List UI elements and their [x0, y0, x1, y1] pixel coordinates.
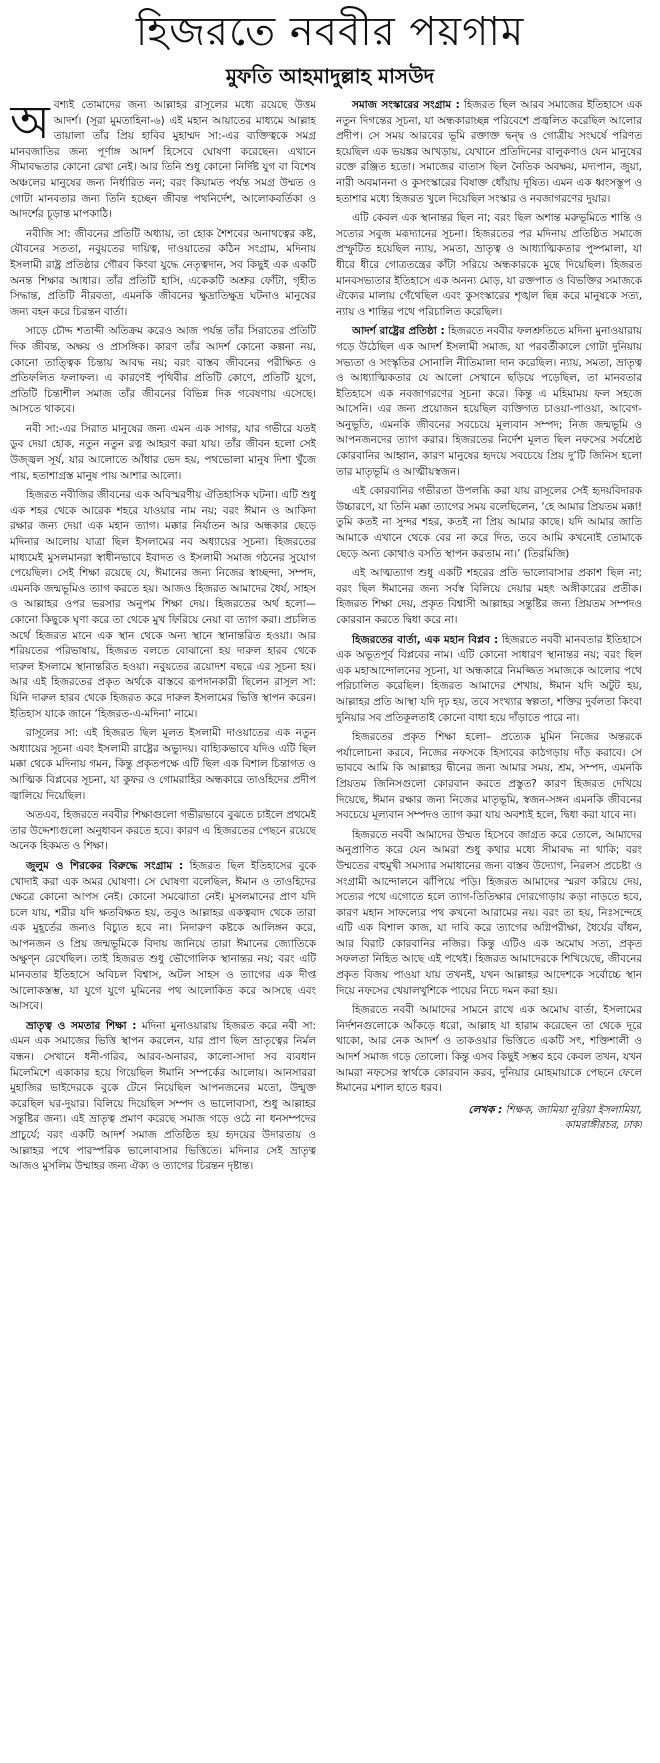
paragraph-text: বশ্যই তোমাদের জন্য আল্লাহর রাসূলের মধ্যে রয়েছে উত্তম আদর্শ। (সূরা মুমতাহিনা-৬) এই মহান আয়াতের মাধ্যমে আল্লাহ তায়ালা তাঁর প্রিয় হাবিব মুহাম্মদ সা:-এর ব্যক্তিত্বকে সমগ্র মানবজাতির জন্য পূর্ণাঙ্গ আদর্শ হিসেবে ঘোষণা করেছেন। এখানে সীমাবদ্ধতার কোনো রেখা নেই। আর তিনি শুধু কোনো নির্দিষ্ট যুগ বা বিশেষ অঞ্চলের মানুষের জন্য নির্ধারিত নন; বরং কিয়ামত পর্যন্ত সমগ্র উম্মত ও গোটা মানবতার জন্য তিনি হচ্ছেন জীবন্ত পথনির্দেশ, আলোকবর্তিকা ও আদর্শের চূড়ান্ত মাপকাঠি।	[10, 99, 316, 221]
section-heading: জুলুম ও শিরকের বিরুদ্ধে সংগ্রাম :	[26, 859, 184, 872]
right-column	[336, 98, 642, 1758]
paragraph: হিজরতে নববী আমাদের উম্মত হিসেবে জাগ্রত করে তোলে, আমাদের অনুপ্রাণিত করে যেন আমরা শুধু কথার মধ্যে সীমাবদ্ধ না থাকি; বরং উম্মতের বহুমুখী সমস্যার সমাধানের জন্য বাস্তব উদ্যোগ, নিরলস প্রচেষ্টা ও সংগ্রামী আন্দোলনে ঝাঁপিয়ে পড়ি। হিজরত আমাদের স্মরণ করিয়ে দেয়, সত্যের পথে এগোতে হলে ত্যাগ-তিতিক্ষার দোরগোড়ায় কড়া নাড়তে হবে, কারণ মহান সাফল্যের পথ কখনো আরামের নয়। বরং তা হয়, নিঃসন্দেহে এটি এক বিশাল কাজ, যা দাবি করে ত্যাগের অগ্নিপরীক্ষা, ধৈর্যের বাঁধন, আর বিরাট কোরবানির নজির। কিন্তু এটিও এক অমোঘ সত্য, প্রকৃত সফলতা নিহিত আছে এই পথেই। হিজরত আমাদেরকে শিখিয়েছে, জীবনের প্রকৃত বিজয় পাওয়া যায় তখনই, যখন আল্লাহর আদেশকে সর্বোচ্চে স্থান দিয়ে নফসের খেয়ালখুশিকে পায়ের নিচে দমন করা হয়।	[336, 828, 642, 997]
paragraph: সাড়ে চৌদ্দ শতাব্দী অতিক্রম করেও আজ পর্যন্ত তাঁর সিরাতের প্রতিটি দিক জীবন্ত, অক্ষয় ও প্রাসঙ্গিক। কারণ তাঁর আদর্শ কোনো কল্পনা নয়, কোনো তাত্ত্বিক চিন্তায় আবদ্ধ নয়; বরং বাস্তব জীবনের পরীক্ষিত ও প্রতিফলিত ফলাফল। এ কারণেই পৃথিবীর প্রতিটি কোণে, প্রতিটি যুগে, প্রতিটি চিন্তাশীল সমাজ তাঁর জীবনের বিভিন্ন দিক গবেষণায় এসেছে। আসতে থাকবে।	[10, 325, 316, 416]
section-heading: আদর্শ রাষ্ট্রের প্রতিষ্ঠা :	[352, 325, 445, 338]
paragraph: নবীজি সা: জীবনের প্রতিটি অধ্যায়, তা হোক শৈশবের অনাথত্বের কষ্ট, যৌবনের সততা, নবুয়তের দায়িত্ব, দাওয়াতের কঠিন সংগ্রাম, মদিনায় ইসলামী রাষ্ট্র প্রতিষ্ঠার গৌরব কিংবা যুদ্ধে নেতৃত্বদান, সব কিছুই এক একটি অনন্ত শিক্ষার আধার। তাঁর প্রতিটি হাসি, একেকটি অশ্রুর ফোঁটা, গৃহীত সিদ্ধান্ত, প্রতিটি নীরবতা, এমনকি জীবনের ক্ষুদ্রাতিক্ষুদ্র ঘটনাও মানুষের জন্য বহন করে চিরন্তন বার্তা।	[10, 227, 316, 318]
paragraph: নবী সা:-এর সিরাত মানুষের জন্য এমন এক সাগর, যার গভীরে যতই ডুব দেয়া হোক, নতুন নতুন রত্ন আহরণ করা যায়। তাঁর জীবন হলো সেই উজ্জ্বল সূর্য, যার আলোতে আঁধার ভেদ হয়, পথভোলা মানুষ দিশা খুঁজে পায়, হতাশাগ্রস্ত মানুষ পায় আশার আলো।	[10, 422, 316, 482]
drop-cap: অ	[10, 98, 50, 149]
paragraph	[336, 633, 642, 727]
paragraph	[336, 98, 642, 207]
article-author: মুফতি আহমাদুল্লাহ মাসউদ	[225, 64, 435, 88]
paragraph: এই আত্মত্যাগ শুধু একটি শহরের প্রতি ভালোবাসার প্রকাশ ছিল না; বরং ছিল ঈমানের জন্য সর্বস্ব বিলিয়ে দেয়ার মহৎ অঙ্গীকারের প্রতীক। হিজরত শিক্ষা দেয়, প্রকৃত বিশ্বাসী আল্লাহর সন্তুষ্টির জন্য প্রিয়তম সম্পদও কোরবান করতে দ্বিধা করে না।	[336, 567, 642, 626]
paragraph	[10, 98, 316, 223]
paragraph: হিজরতে নববী আমাদের সামনে রাখে এক অমোঘ বার্তা, ইসলামের নির্দশনগুলোকে আঁকড়ে ধরো, আল্লাহ যা হারাম করেছেন তা থেকে দূরে থাকো, আর নেক আদর্শ ও তাকওয়ার ভিত্তিতে একটি সৎ, শক্তিশালী ও আদর্শ সমাজ গড়ে তোলো। কিন্তু এসব কিছুই সম্ভব হবে কেবল তখন, যখন আমরা নফসের স্বার্থকে কোরবান করব, দুনিয়ার মোহমায়াকে পেছনে ফেলে ঈমানের মশাল হাতে ধরব।	[336, 1004, 642, 1095]
paragraph-text: হিজরত ছিল আরব সমাজের ইতিহাসে এক নতুন দিগন্তের সূচনা, যা অন্ধকারাচ্ছন্ন পরিবেশে প্রজ্বলিত করেছিল আলোর প্রদীপ। সে সময় আরবের ভূমি রক্তাক্ত দ্বন্দ্ব ও গোত্রীয় সংঘর্ষে পরিণত হয়েছিল এক ভয়ঙ্কর আখড়ায়, যেখানে প্রতিদিনের বালুকণাও যেন মানুষের রক্তে রঞ্জিত হতো। সমাজের বাতাস ছিল নৈতিক অবক্ষয়, মদ্যপান, জুয়া, নারী অবমাননা ও কুসংস্কারের বিষাক্ত ধোঁয়ায় দূষিত। এমন এক ধ্বংসস্তূপ ও হতাশার মধ্যে হিজরত খুলে দিয়েছিল সংস্কার ও নবজাগরণের দুয়ার।	[336, 99, 642, 205]
paragraph	[10, 1019, 316, 1175]
paragraph-text: হিজরতে নববীর ফলশ্রুতিতে মদিনা মুনাওয়ারায় গড়ে উঠেছিল এক আদর্শ ইসলামী সমাজ, যা পরবর্তীকালে গোটা দুনিয়ায় সভ্যতা ও সংস্কৃতির সোনালি নীতিমালা দান করেছিল। ন্যায়, সমতা, ভ্রাতৃত্ব ও আধ্যাত্মিকতার যে আলো সেখানে ছড়িয়ে পড়েছিল, তা মানবতার ইতিহাসে এক নবজাগরণের সূচনা করে। কিন্তু এ মহিমাময় ফল সহজে আসেনি। এর জন্য প্রয়োজন হয়েছিল ব্যক্তিগত চাওয়া-পাওয়া, আবেগ-অনুভূতি, এমনকি জীবনের সবচেয়ে মূল্যবান সম্পদ; নিজ জন্মভূমি ও আপনজনদের ত্যাগ করার। হিজরতের নির্দেশ মূলত ছিল নফসের সর্বশ্রেষ্ঠ কোরবানির আহ্বান, কারণ মানুষের হৃদয়ে সবচেয়ে প্রিয় দু’টি জিনিস হলো তার মাতৃভূমি ও আত্মীয়স্বজন।	[336, 325, 642, 478]
paragraph: এটি কেবল এক স্থানান্তর ছিল না; বরং ছিল অশান্ত মরুভূমিতে শান্তি ও সত্যের সবুজ মরূদ্যানের সূচনা। হিজরতের পর মদিনায় প্রতিষ্ঠিত সমাজে প্রস্ফুটিত হয়েছিল ন্যায়, সমতা, ভ্রাতৃত্ব ও আধ্যাত্মিকতার পুষ্পমালা, যা ধীরে ধীরে গোত্রতন্ত্রের কাঁটা সরিয়ে অন্ধকারকে মুছে দিয়েছিল। হিজরত মানবসভ্যতার ইতিহাসে এক অনন্য মোড়, যা রক্তপাত ও বিভক্তির সমাজকে ঐক্যের মালায় গেঁথেছিল এবং কুসংস্কারের শৃঙ্খল ছিন্ন করে মানুষকে সত্য, ন্যায় ও শান্তির পথে পরিচালিত করেছিল।	[336, 212, 642, 318]
paragraph-text: মদিনা মুনাওয়ারায় হিজরত করে নবী সা: এমন এক সমাজের ভিত্তি স্থাপন করলেন, যার প্রাণ ছিল ভ্রাতৃত্বের নির্মল বন্ধন। সেখানে ধনী-গরিব, আরব-অনারব, কালো-সাদা সব ব্যবধান মিলেমিশে একাকার হয়ে গিয়েছিল ঈমানি সম্পর্কের আলোয়। আনসাররা মুহাজির ভাইদেরকে বুকে টেনে নিয়েছিল আপনজনের মতো, উন্মুক্ত করেছিল ঘর-দুয়ার। বিলিয়ে দিয়েছিল সম্পদ ও ভালোবাসা, শুধু আল্লাহর সন্তুষ্টির জন্য। এই ভ্রাতৃত্ব প্রমাণ করেছে সমাজ গড়ে ওঠে না ধনসম্পদের প্রাচুর্যে; বরং একটি আদর্শ সমাজ প্রতিষ্ঠিত হয় হৃদয়ের উদারতায় ও আল্লাহর পথে পারস্পরিক ভালোবাসার ভিত্তিতে। মদিনার সেই ভ্রাতৃত্ব আজও মুসলিম উম্মাহর জন্য ঐক্য ও ত্যাগের চিরন্তন দৃষ্টান্ত।	[10, 1019, 316, 1173]
paragraph	[336, 324, 642, 480]
byline-label: লেখক :	[468, 1103, 503, 1116]
paragraph: হিজরতের প্রকৃত শিক্ষা হলো– প্রত্যেক মুমিন নিজের অন্তরকে পর্যালোচনা করবে, নিজের নফসকে হিসাবের কাঠগড়ায় দাঁড় করাবে। সে ভাববে আমি কি আল্লাহর দ্বীনের জন্য আমার সময়, শ্রম, সম্পদ, এমনকি প্রিয়তম জিনিসগুলো কোরবান করতে প্রস্তুত? কারণ হিজরত দেখিয়ে দিয়েছে, ঈমান রক্ষার জন্য নিজের মাতৃভূমি, স্বজন-সঙ্গন এমনকি জীবনের সবচেয়ে মূল্যবান সম্পদও ত্যাগ করা যায় অবশ্যই হলে, দ্বিধা করা যাবে না।	[336, 731, 642, 822]
article-title: হিজরতে নববীর পয়গাম	[135, 9, 525, 55]
paragraph: রাসূলের সা: এই হিজরত ছিল মূলত ইসলামী দাওয়াতের এক নতুন অধ্যায়ের সূচনা এবং ইসলামী রাষ্ট্রের অভ্যুদয়। বাহ্যিকভাবে যদিও এটি ছিল মক্কা থেকে মদিনায় গমন, কিন্তু প্রকৃতপক্ষে এটি ছিল এক বিশাল চিন্তাগত ও আত্মিক বিপ্লবের সূচনা, যা কুফর ও গোমরাহির অন্ধকারে তাওহিদের প্রদীপ জ্বালিয়ে দিয়েছিল।	[10, 727, 316, 802]
byline-line-2: কামরাঙ্গীরচর, ঢাকা	[564, 1119, 642, 1132]
paragraph: হিজরত নবীজির জীবনের এক অবিস্মরণীয় ঐতিহাসিক ঘটনা। এটি শুধু এক শহর থেকে আরেক শহরে যাওয়ার নাম নয়; বরং ঈমান ও আকিদা রক্ষার জন্য দেয়া এক মহান ত্যাগ। মক্কার নির্যাতন আর অন্ধকার ছেড়ে মদিনার আলোয় যাত্রা ছিল ইসলামের নব অধ্যায়ের সূচনা। হিজরতের মাধ্যমেই মুসলমানরা স্বাধীনভাবে ইবাদত ও ইসলামী সমাজ গঠনের সুযোগ পেয়েছিল। সেই শিক্ষা রয়েছে যে, ঈমানের জন্য নিজের স্বাচ্ছন্দ্য, সম্পদ, এমনকি জন্মভূমিও ত্যাগ করতে হয়। আজও হিজরত আমাদের ধৈর্য, সাহস ও আল্লাহর ওপর ভরসার অনুপম শিক্ষা দেয়। হিজরতের অর্থ হলো— কোনো কিছুকে ঘৃণা করে তা থেকে মুখ ফিরিয়ে নেয়া বা ত্যাগ করা। প্রচলিত অর্থে হিজরত মানে এক স্থান থেকে অন্য স্থানে স্থানান্তরিত হওয়া। আর শরিয়তের পরিভাষায়, হিজরত বলতে বোঝানো হয় দারুল হারব থেকে দারুল ইসলামে স্থানান্তরিত হওয়া। নবুয়তের ত্রয়োদশ বছরে এর সূচনা হয়। আর এই হিজরতের প্রকৃত অর্থকে বাস্তবে রূপদানকারী ছিলেন রাসূল সা: যিনি দারুল হারব থেকে হিজরত করে দারুল ইসলামের ভিত্তি স্থাপন করেন। ইতিহাস যাকে জানে ‘হিজরত-এ-মদিনা’ নামে।	[10, 489, 316, 720]
left-column	[10, 98, 316, 1758]
paragraph: এই কোরবানির গভীরতা উপলব্ধি করা যায় রাসূলের সেই হৃদয়বিদারক উচ্চারণে, যা তিনি মক্কা ত্যাগের সময় বলেছিলেন, ‘হে আমার প্রিয়তম মক্কা! তুমি কতই না সুন্দর শহর, কতই না প্রিয় আমার কাছে। যদি আমার জাতি আমাকে এখানে থেকে বের না করে দিত, তবে আমি কখনোই তোমাকে ছেড়ে অন্য কোথাও বসতি স্থাপন করতাম না।’ (তিরমিজি)	[336, 485, 642, 560]
paragraph-text: হিজরতে নববী মানবতার ইতিহাসে এক অভূতপূর্ব বিপ্লবের নাম। এটি কোনো সাধারণ স্থানান্তর নয়; বরং ছিল এক মহাআন্দোলনের সূচনা, যা অন্ধকারে নিমজ্জিত সমাজকে আলোর পথে পরিচালিত করেছিল। হিজরত আমাদের শেখায়, ঈমান যদি অটুট হয়, আল্লাহর প্রতি আস্থা যদি দৃঢ় হয়, তবে সংখ্যার স্বল্পতা, শক্তির দুর্বলতা কিংবা দুনিয়ার সব প্রতিকূলতাই কোনো বাধা হয়ে দাঁড়াতে পারে না।	[336, 633, 642, 724]
paragraph-text: হিজরত ছিল ইতিহাসের বুকে খোদাই করা এক অমর ঘোষণা। সে ঘোষণা বলেছিল, ঈমান ও তাওহিদের ক্ষেত্রে কোনো আপস নেই। কোনো সমঝোতা নেই। মুসলমানের প্রাণ যদি চলে যায়, শরীর যদি ক্ষতবিক্ষত হয়, তবুও আল্লাহর একত্ববাদ থেকে তারা এক মুহূর্তের জন্যও বিচ্যুত হবে না। নিদারুণ কষ্টকে আলিঙ্গন করে, আপনজন ও প্রিয় জন্মভূমিকে বিদায় জানিয়ে তারা ঈমানের জ্যোতিকে অক্ষুণ্ন রেখেছিল। তাই হিজরত শুধু ভৌগোলিক স্থানান্তর নয়; বরং এটি মানবতার ইতিহাসে অবিচল বিশ্বাস, অটল সাহস ও ত্যাগের এক দীপ্ত আলোকস্তম্ভ, যা যুগে যুগে মুমিনের পথ আলোকিত করে আসছে এবং আসবে।	[10, 859, 316, 1013]
author-byline	[336, 1103, 642, 1134]
byline-line-1: শিক্ষক, জামিয়া নূরিয়া ইসলামিয়া,	[505, 1103, 642, 1116]
paragraph	[10, 859, 316, 1015]
section-heading: সমাজ সংস্কারের সংগ্রাম :	[352, 99, 460, 111]
section-heading: হিজরতের বার্তা, এক মহান বিপ্লব :	[352, 633, 499, 646]
paragraph: অতএব, হিজরতে নববীর শিক্ষাগুলো গভীরভাবে বুঝতে চাইলে প্রথমেই তার উদ্দেশ্যগুলো অনুধাবন করতে হবে। কারণ এ হিজরতের পেছনে রয়েছে অনেক হিকমত ও শিক্ষা।	[10, 809, 316, 853]
section-heading: ভ্রাতৃত্ব ও সমতার শিক্ষা :	[26, 1019, 137, 1032]
